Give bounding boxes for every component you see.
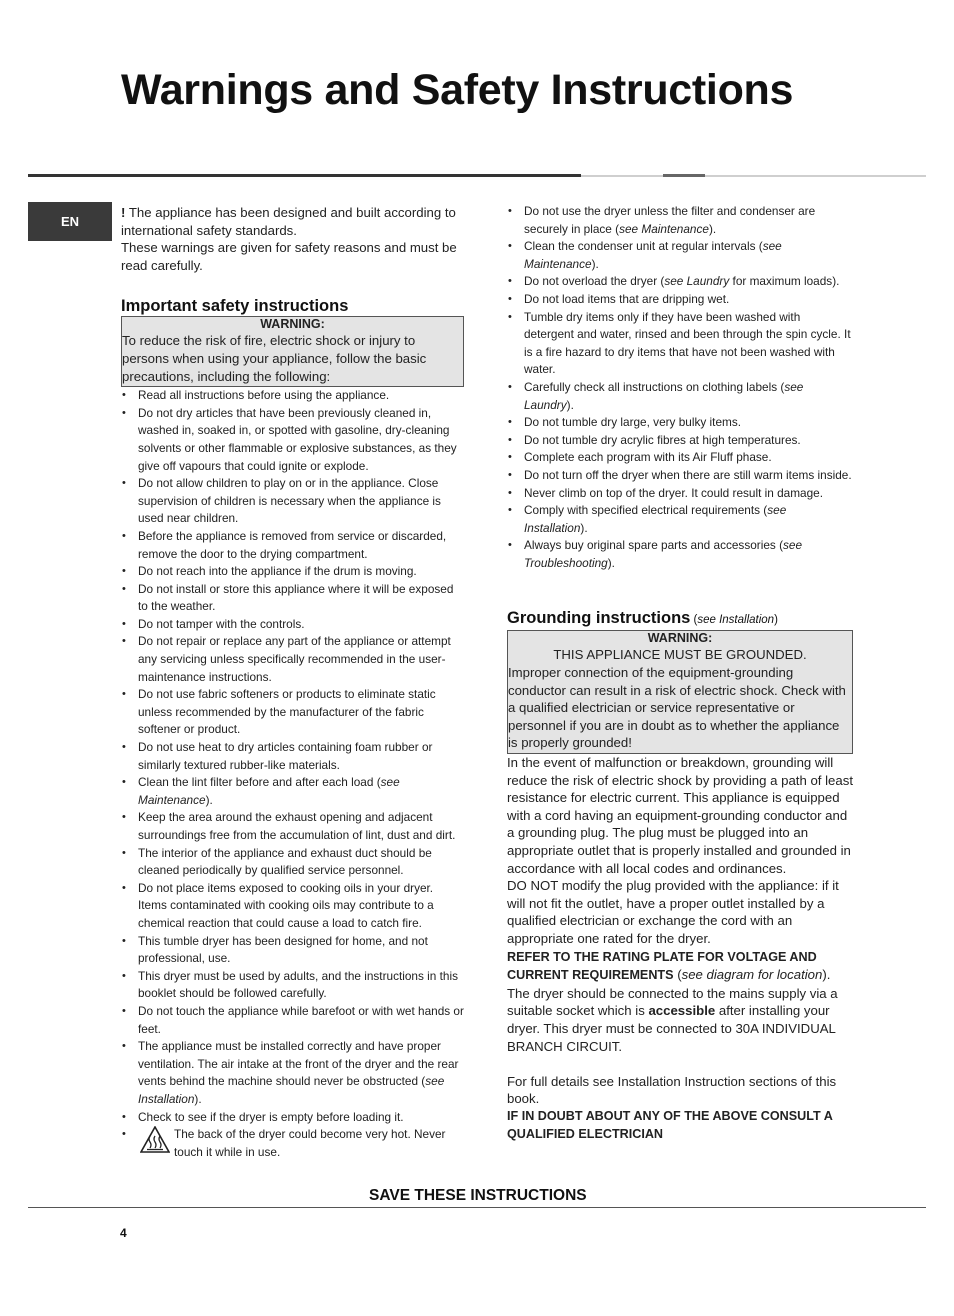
warning-text: To reduce the risk of fire, electric shock or injury to persons when using your appliance, follow the basic precautions, including the following:: [122, 333, 427, 384]
page-number: 4: [120, 1226, 127, 1240]
additional-safety-list: [507, 203, 853, 572]
list-item: • Clean the condenser unit at regular intervals (see Maintenance).: [507, 238, 853, 273]
list-item-lint-filter: • Clean the lint filter before and after each load (see Maintenance).: [121, 774, 464, 809]
list-item: • Do not tumble dry acrylic fibres at high temperatures.: [507, 432, 853, 450]
warning-heading: WARNING:: [260, 317, 325, 332]
list-item: • Check to see if the dryer is empty before loading it.: [121, 1109, 464, 1127]
important-safety-list: [121, 387, 464, 1161]
list-item: • This tumble dryer has been designed for home, and not professional, use.: [121, 933, 464, 968]
list-item: • This dryer must be used by adults, and the instructions in this booklet should be followed carefully.: [121, 968, 464, 1003]
grounding-paragraph-1: In the event of malfunction or breakdown, grounding will reduce the risk of electric shock by providing a path of least resistance for electric current. This appliance is equipped with a cord having an equipment-grounding conductor and a grounding plug. The plug must be plugged into an appropriate outlet that is properly installed and grounded in accordance with all local codes and ordinances.: [507, 755, 853, 876]
list-item: • Do not use the dryer unless the filter and condenser are securely in place (see Maintenance).: [507, 203, 853, 238]
grounding-warning-heading: WARNING:: [647, 631, 713, 646]
page-title: Warnings and Safety Instructions: [121, 66, 794, 114]
save-instructions-note: SAVE THESE INSTRUCTIONS: [369, 1187, 587, 1204]
grounding-paragraph-2: DO NOT modify the plug provided with the appliance: if it will not fit the outlet, have a proper outlet installed by a qualified electrician or exchange the cord with an appropriate one rated for the dryer.: [507, 878, 839, 946]
list-item: • Before the appliance is removed from service or discarded, remove the door to the drying compartment.: [121, 528, 464, 563]
list-item: • Keep the area around the exhaust opening and adjacent surroundings free from the accumulation of lint, dust and dirt.: [121, 809, 464, 844]
header-rule-light-end: [705, 175, 926, 177]
list-item: • Do not load items that are dripping wet.: [507, 291, 853, 309]
intro-line-1: The appliance has been designed and built according to international safety standards.: [121, 205, 456, 238]
list-item: • Complete each program with its Air Fluff phase.: [507, 449, 853, 467]
list-item: • Do not tamper with the controls.: [121, 616, 464, 634]
list-item-ventilation: • The appliance must be installed correctly and have proper ventilation. The air intake at the front of the dryer and the rear vents behind the machine should never be obstructed (see Installation).: [121, 1038, 464, 1108]
list-item: • Do not dry articles that have been previously cleaned in, washed in, soaked in, or spotted with gasoline, dry-cleaning solvents or other flammable or explosive substances, as they give off vapours that could ignite or explode.: [121, 405, 464, 475]
rating-plate-paragraph: REFER TO THE RATING PLATE FOR VOLTAGE AND CURRENT REQUIREMENTS (see diagram for location).: [507, 949, 831, 983]
list-item: • Do not use heat to dry articles containing foam rubber or similarly textured rubber-like materials.: [121, 739, 464, 774]
list-item: • Do not install or store this appliance where it will be exposed to the weather.: [121, 581, 464, 616]
important-warning-box: [121, 316, 464, 387]
list-item: • Carefully check all instructions on clothing labels (see Laundry).: [507, 379, 853, 414]
list-item: • The interior of the appliance and exhaust duct should be cleaned periodically by qualified service personnel.: [121, 845, 464, 880]
maintenance-reference: see Maintenance: [138, 775, 400, 807]
grounding-warning-box: [507, 630, 853, 754]
list-item: • Always buy original spare parts and accessories (see Troubleshooting).: [507, 537, 853, 572]
intro-line-2: These warnings are given for safety reasons and must be read carefully.: [121, 240, 457, 273]
list-item: • Never climb on top of the dryer. It could result in damage.: [507, 485, 853, 503]
grounding-heading: Grounding instructions (see Installation): [507, 609, 778, 628]
list-item: • Do not turn off the dryer when there are still warm items inside.: [507, 467, 853, 485]
header-rule-dark: [28, 174, 581, 177]
right-column: [507, 203, 853, 1143]
list-item: • Do not allow children to play on or in the appliance. Close supervision of children is necessary when the appliance is used near children.: [121, 475, 464, 528]
consult-electrician-notice: IF IN DOUBT ABOUT ANY OF THE ABOVE CONSULT A QUALIFIED ELECTRICIAN: [507, 1108, 833, 1141]
list-item: • Read all instructions before using the appliance.: [121, 387, 464, 405]
list-item: • Do not place items exposed to cooking oils in your dryer. Items contaminated with cooking oils may contribute to a chemical reaction that could cause a load to catch fire.: [121, 880, 464, 933]
hot-warning-text: • The back of the dryer could become very hot. Never touch it while in use.: [174, 1127, 446, 1159]
header-rule-mid: [663, 174, 705, 177]
left-column: [121, 204, 464, 1161]
list-item: • Do not reach into the appliance if the drum is moving.: [121, 563, 464, 581]
grounding-warning-caps: THIS APPLIANCE MUST BE GROUNDED.: [553, 647, 807, 663]
header-rule-light: [581, 175, 663, 177]
important-safety-heading: Important safety instructions: [121, 297, 349, 316]
language-tab: EN: [28, 202, 112, 241]
list-item: • Do not repair or replace any part of the appliance or attempt any servicing unless specifically recommended in the user-maintenance instructions.: [121, 633, 464, 686]
grounding-warning-text: Improper connection of the equipment-grounding conductor can result in a risk of electric shock. Check with a qualified electrician or service representative or personnel if you are in doubt as to whether the appliance is properly grounded!: [508, 665, 846, 751]
list-item: • Do not overload the dryer (see Laundry for maximum loads).: [507, 273, 853, 291]
footer-rule: [28, 1207, 926, 1208]
installation-reference: see Installation: [138, 1074, 445, 1106]
list-item: • Do not touch the appliance while barefoot or with wet hands or feet.: [121, 1003, 464, 1038]
list-item: • Tumble dry items only if they have been washed with detergent and water, rinsed and been through the spin cycle. It is a fire hazard to dry items that have not been washed with water.: [507, 309, 853, 379]
intro-text: [121, 204, 464, 274]
list-item: • Do not tumble dry large, very bulky items.: [507, 414, 853, 432]
mains-supply-paragraph: The dryer should be connected to the mains supply via a suitable socket which is accessible after installing your dryer. This dryer must be connected to 30A INDIVIDUAL BRANCH CIRCUIT.: [507, 985, 838, 1054]
list-item: • Comply with specified electrical requirements (see Installation).: [507, 502, 853, 537]
full-details-paragraph: For full details see Installation Instruction sections of this book.: [507, 1073, 837, 1107]
list-item-hot-warning: [121, 1126, 464, 1161]
exclamation-mark: !: [121, 205, 126, 220]
list-item: • Do not use fabric softeners or products to eliminate static unless recommended by the manufacturer of the fabric softener or product.: [121, 686, 464, 739]
hot-surface-icon: [140, 1126, 170, 1154]
installation-reference: see Installation: [697, 614, 775, 627]
